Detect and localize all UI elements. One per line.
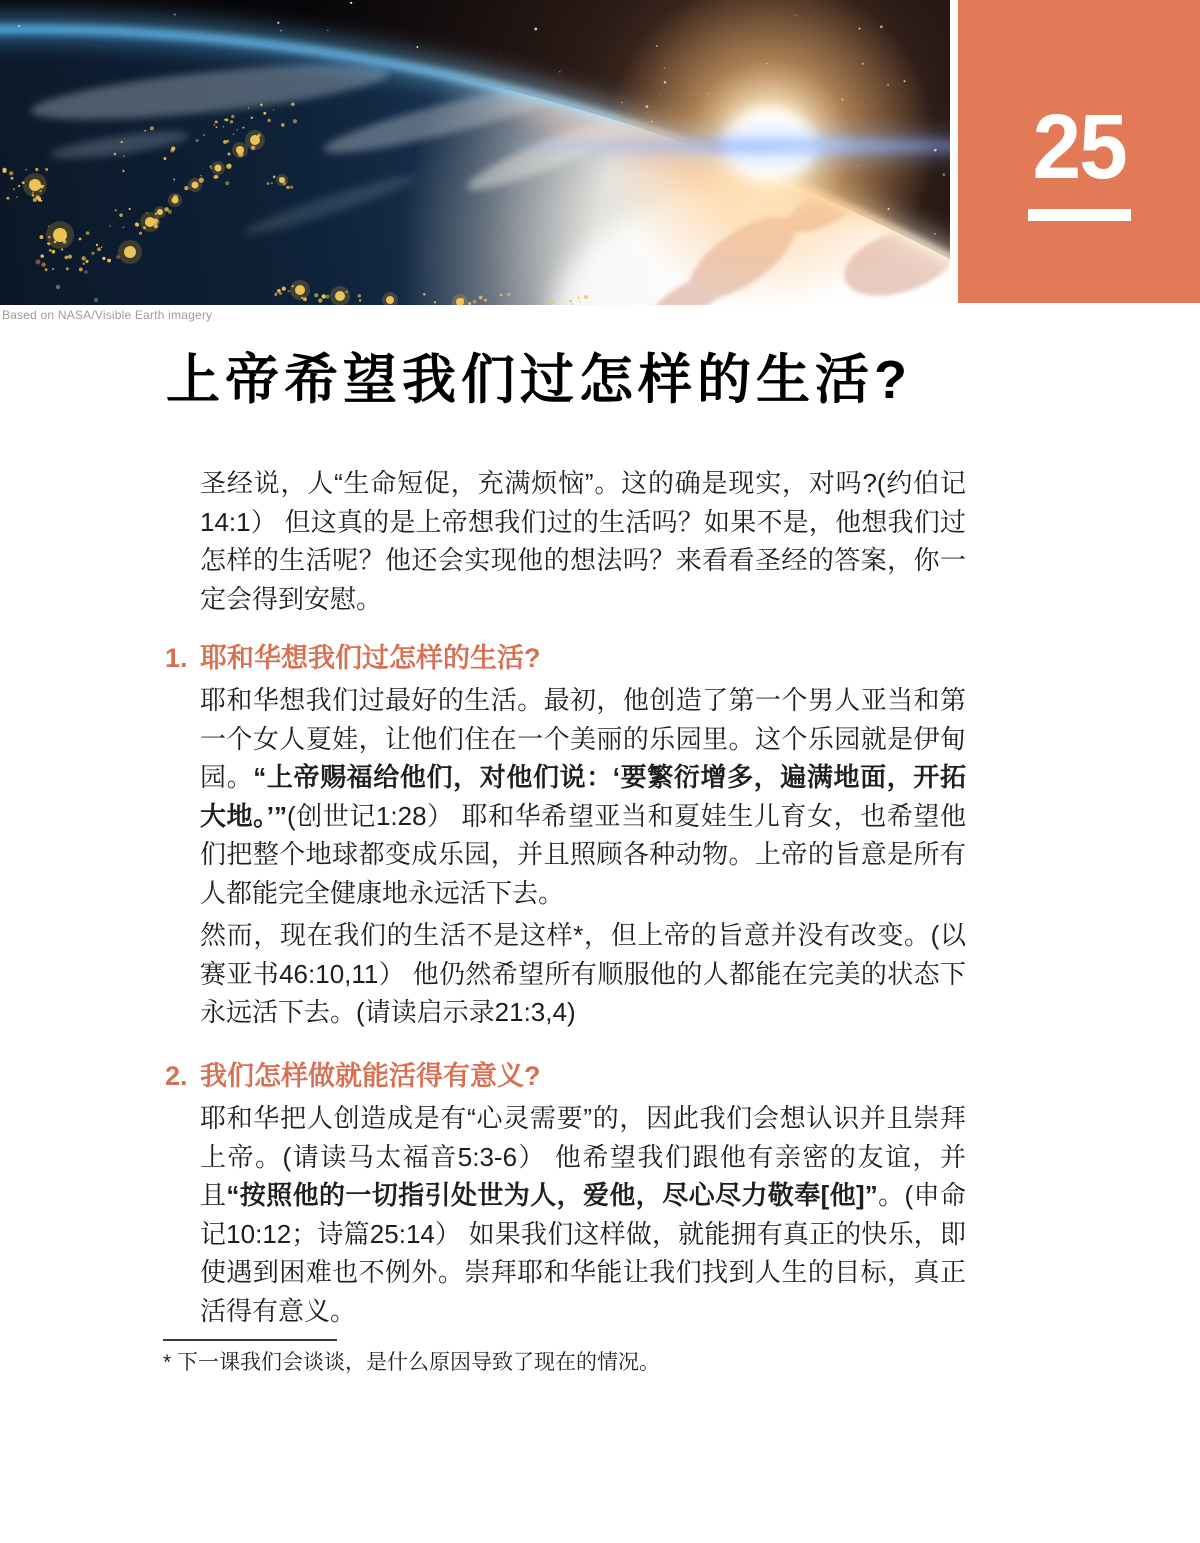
footnote-rule — [163, 1339, 337, 1341]
section-2-heading — [165, 1059, 965, 1093]
section-1-number: 1. — [165, 643, 188, 673]
section-2-number: 2. — [165, 1061, 188, 1091]
intro-paragraph: 圣经说，人“生命短促，充满烦恼”。这的确是现实，对吗?(约伯记14:1） 但这真的是上帝想我们过的生活吗？如果不是，他想我们过怎样的生活呢？他还会实现他的想法吗？来看看圣经的答案，你一定会得到安慰。 — [200, 468, 966, 614]
photo-credit: Based on NASA/Visible Earth imagery — [2, 308, 213, 322]
lesson-number: 25 — [1032, 95, 1126, 198]
section-2-paragraph-1: 耶和华把人创造成是有“心灵需要”的，因此我们会想认识并且崇拜上帝。(请读马太福音5:3-6） 他希望我们跟他有亲密的友谊，并且“按照他的一切指引处世为人，爱他，尽心尽力敬奉[他]”。(申命记10:12；诗篇25:14） 如果我们这样做，就能拥有真正的快乐，即使遇到困难也不例外。崇拜耶和华能让我们找到人生的目标，真正活得有意义。 — [200, 1103, 966, 1326]
earth-from-space-illustration — [0, 0, 950, 305]
section-1-paragraph-1: 耶和华想我们过最好的生活。最初，他创造了第一个男人亚当和第一个女人夏娃，让他们住在一个美丽的乐园里。这个乐园就是伊甸园。“上帝赐福给他们，对他们说：‘要繁衍增多，遍满地面，开拓大地。’”(创世记1:28） 耶和华希望亚当和夏娃生儿育女，也希望他们把整个地球都变成乐园，并且照顾各种动物。上帝的旨意是所有人都能完全健康地永远活下去。 — [200, 685, 966, 908]
section-1-heading — [165, 641, 965, 675]
lesson-number-underline — [1028, 209, 1131, 221]
lesson-title: 上帝希望我们过怎样的生活? — [166, 350, 912, 410]
hero-photo — [0, 0, 950, 305]
section-2-heading-text: 我们怎样做就能活得有意义? — [200, 1061, 541, 1091]
section-1-heading-text: 耶和华想我们过怎样的生活? — [200, 643, 541, 673]
footnote: * 下一课我们会谈谈，是什么原因导致了现在的情况。 — [163, 1351, 661, 1374]
lesson-number-badge — [958, 0, 1200, 303]
section-1-paragraph-2: 然而，现在我们的生活不是这样*，但上帝的旨意并没有改变。(以赛亚书46:10,11） 他仍然希望所有顺服他的人都能在完美的状态下永远活下去。(请读启示录21:3,4) — [200, 920, 966, 1027]
